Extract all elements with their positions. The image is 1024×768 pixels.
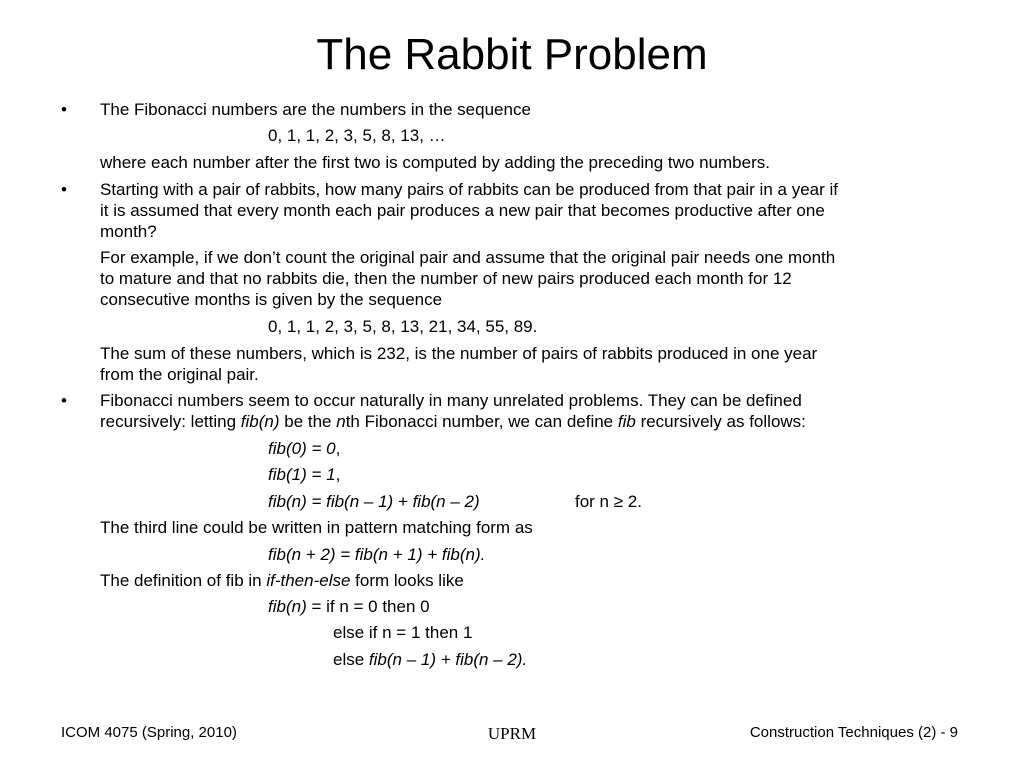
fib-definition-1: fib(1) = 1, bbox=[268, 465, 341, 484]
bullet2-sequence: 0, 1, 1, 2, 3, 5, 8, 13, 21, 34, 55, 89. bbox=[268, 317, 538, 336]
bullet2-example-line3: consecutive months is given by the sequence bbox=[100, 290, 443, 309]
if-then-else-line1: fib(n) = if n = 0 then 0 bbox=[268, 597, 430, 616]
fib-definition-n: fib(n) = fib(n – 1) + fib(n – 2) bbox=[268, 492, 480, 511]
bullet1-line2: where each number after the first two is computed by adding the preceding two numbers. bbox=[100, 153, 770, 172]
pattern-matching-form: fib(n + 2) = fib(n + 1) + fib(n). bbox=[268, 545, 486, 564]
bullet2-line1: Starting with a pair of rabbits, how many pairs of rabbits can be produced from that pair in a year if bbox=[100, 180, 838, 199]
if-then-else-intro: The definition of fib in if-then-else form looks like bbox=[100, 571, 464, 590]
pattern-matching-intro: The third line could be written in pattern matching form as bbox=[100, 518, 533, 537]
bullet3-line2: recursively: letting fib(n) be the nth Fibonacci number, we can define fib recursively as follows: bbox=[100, 412, 806, 431]
if-then-else-line3: else fib(n – 1) + fib(n – 2). bbox=[333, 650, 528, 669]
fib-definition-0: fib(0) = 0, bbox=[268, 439, 341, 458]
footer-slide-info: Construction Techniques (2) - 9 bbox=[749, 724, 958, 741]
bullet-marker: • bbox=[61, 391, 67, 410]
footer-institution: UPRM bbox=[487, 724, 537, 743]
fib-definition-condition: for n ≥ 2. bbox=[575, 492, 642, 511]
bullet2-example-line2: to mature and that no rabbits die, then the number of new pairs produced each month for 12 bbox=[100, 269, 792, 288]
bullet2-line2: it is assumed that every month each pair produces a new pair that becomes productive after one bbox=[100, 201, 825, 220]
bullet1-line1: The Fibonacci numbers are the numbers in the sequence bbox=[100, 100, 531, 119]
footer-course: ICOM 4075 (Spring, 2010) bbox=[61, 724, 237, 741]
bullet3-line1: Fibonacci numbers seem to occur naturally in many unrelated problems. They can be defined bbox=[100, 391, 802, 410]
bullet2-line3: month? bbox=[100, 222, 157, 241]
bullet2-example-line1: For example, if we don’t count the original pair and assume that the original pair needs one month bbox=[100, 248, 836, 267]
slide-title: The Rabbit Problem bbox=[316, 30, 708, 79]
if-then-else-line2: else if n = 1 then 1 bbox=[333, 623, 473, 642]
bullet1-sequence: 0, 1, 1, 2, 3, 5, 8, 13, … bbox=[268, 126, 446, 145]
bullet-marker: • bbox=[61, 100, 67, 119]
bullet2-sum-line2: from the original pair. bbox=[100, 365, 259, 384]
bullet2-sum-line1: The sum of these numbers, which is 232, is the number of pairs of rabbits produced in one year bbox=[100, 344, 818, 363]
bullet-marker: • bbox=[61, 180, 67, 199]
